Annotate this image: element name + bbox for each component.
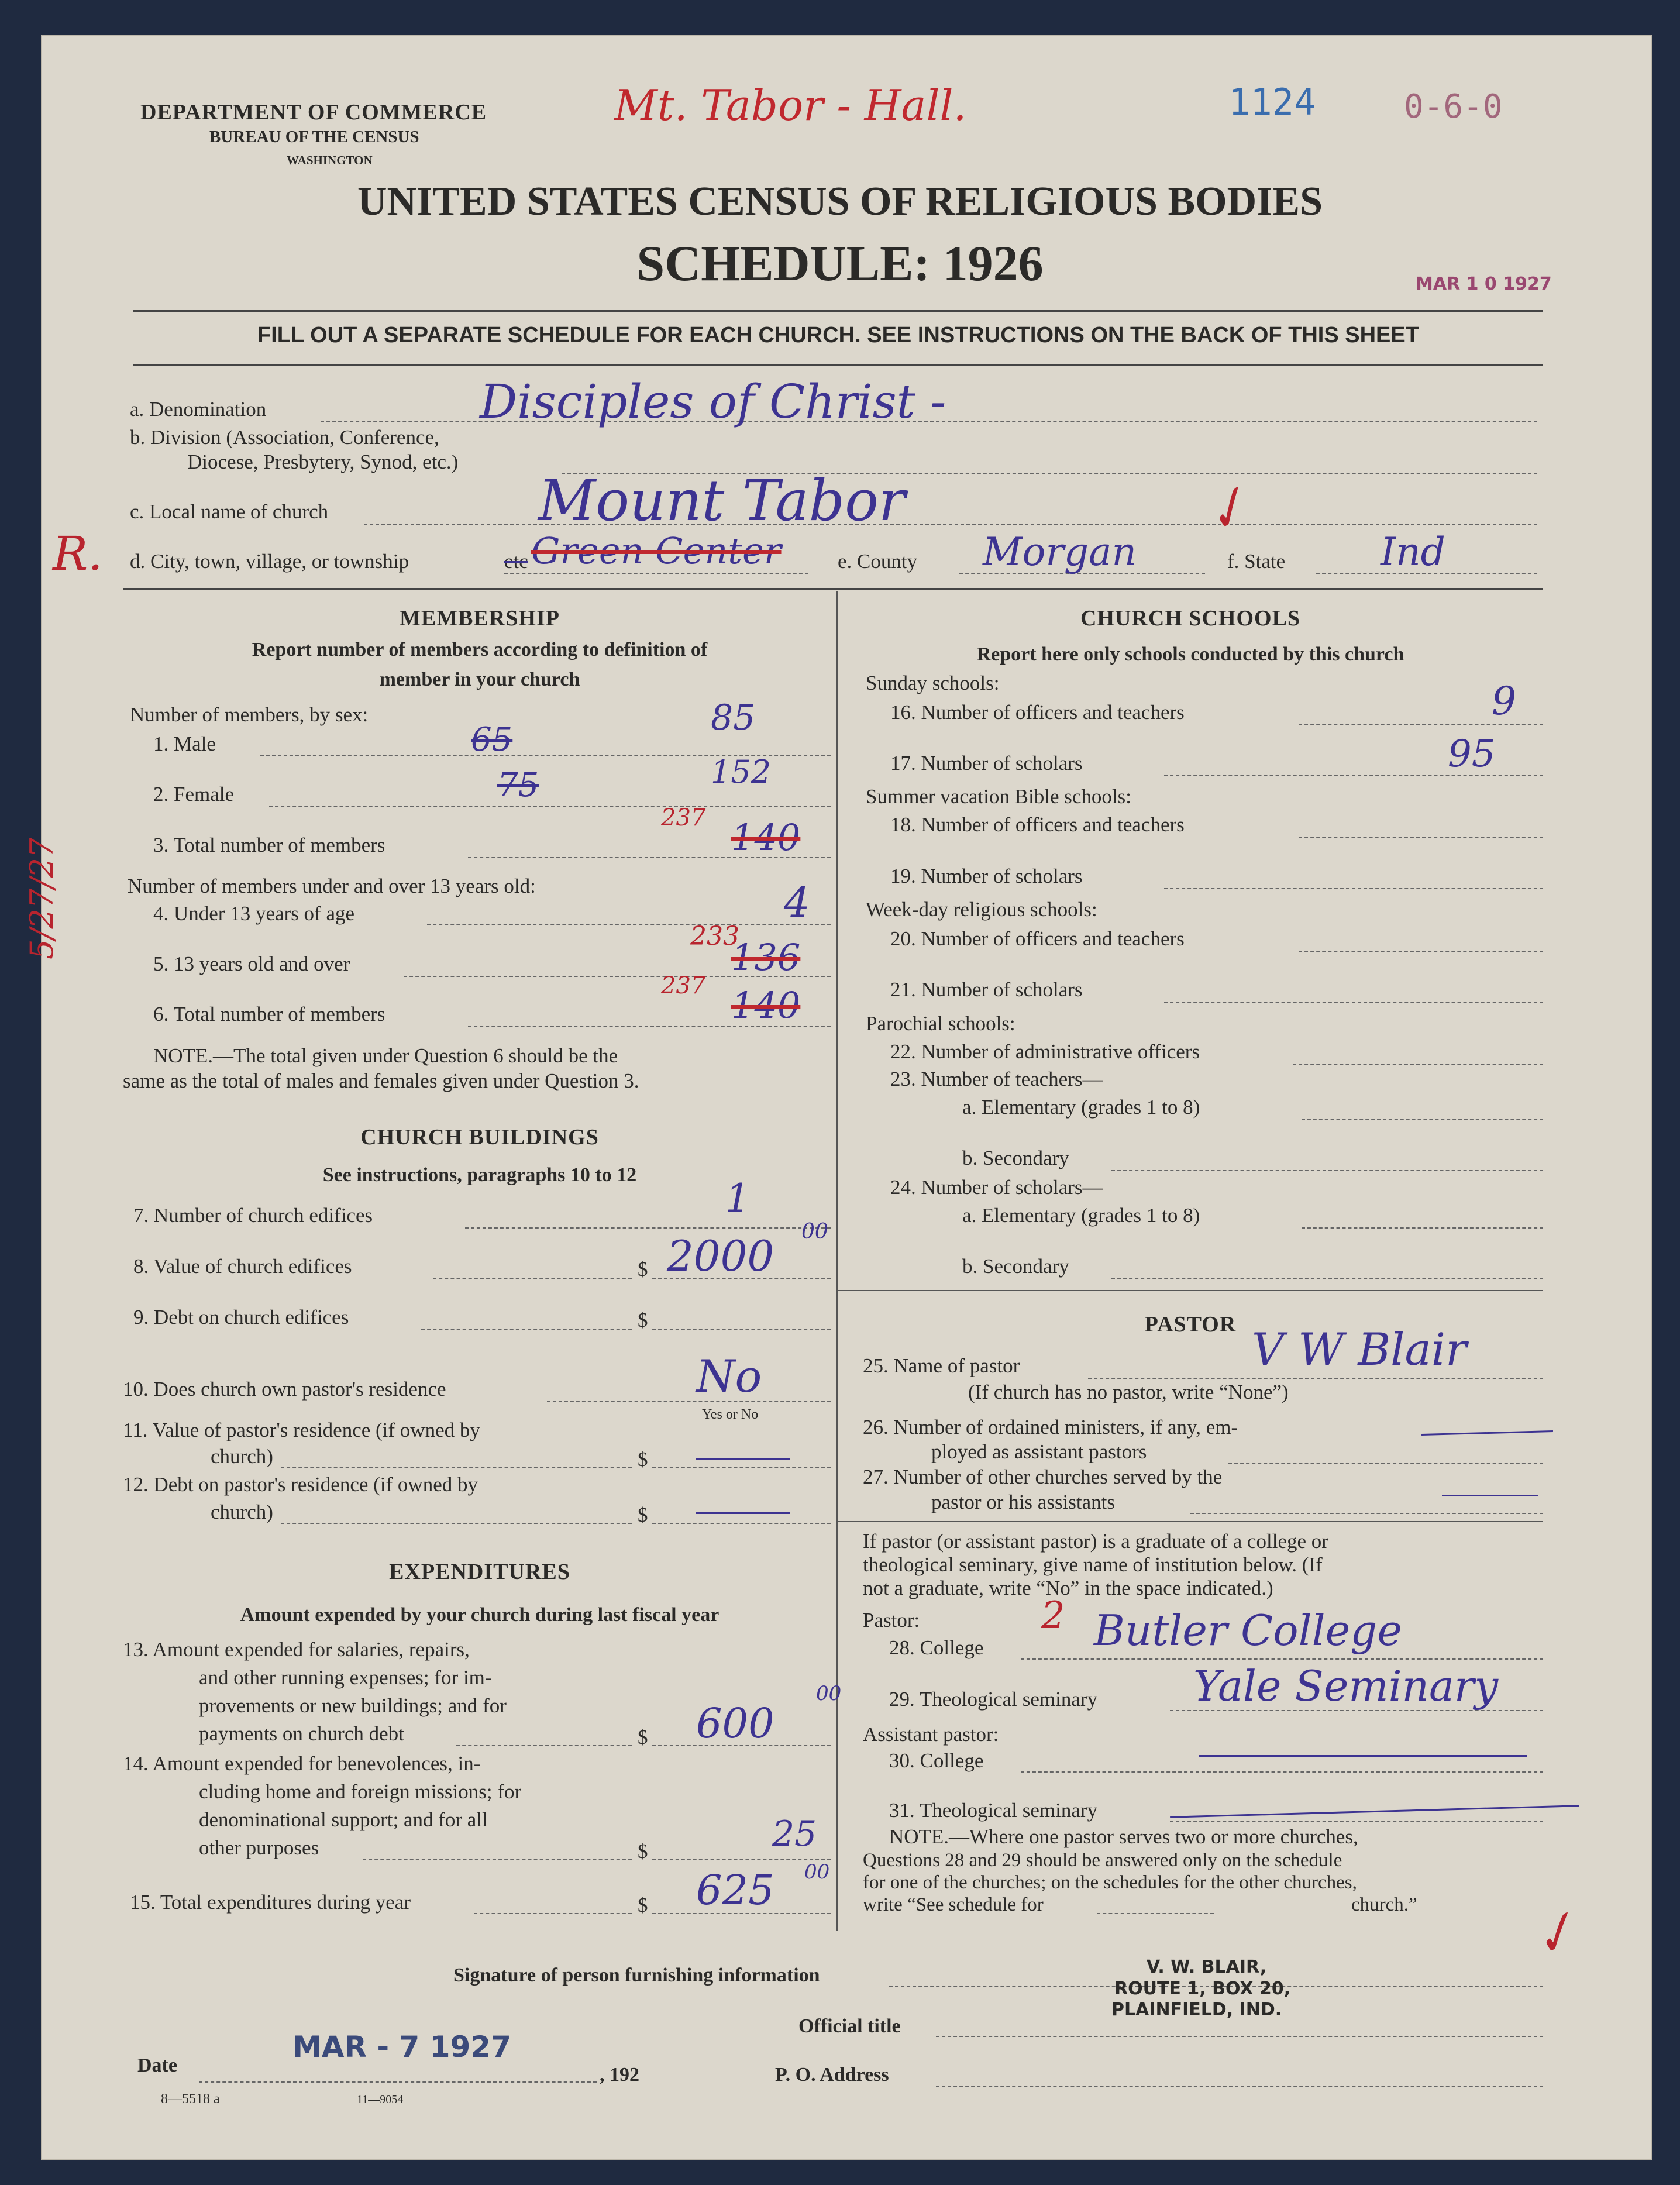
print-number: 11—9054: [357, 2093, 404, 2106]
parochial-schools-label: Parochial schools:: [866, 1012, 1015, 1035]
edifices-count-value[interactable]: 1: [725, 1176, 750, 1221]
female-old-value: 75: [497, 766, 539, 804]
residence-value-dash: [696, 1458, 790, 1460]
running-expenses-dollar: $: [638, 1726, 648, 1749]
expenditures-subtitle: Amount expended by your church during last fiscal year: [240, 1604, 719, 1626]
total-expenditures-cents: 00: [804, 1860, 830, 1884]
membership-intro-1: Report number of members according to definition of: [252, 639, 708, 660]
assistant-pastor-subheading: Assistant pastor:: [863, 1723, 999, 1746]
residence-debt-dollar: $: [638, 1503, 648, 1526]
own-residence-label: 10. Does church own pastor's residence: [123, 1378, 446, 1401]
received-date-stamp: MAR 1 0 1927: [1416, 274, 1552, 294]
schools-title: CHURCH SCHOOLS: [1080, 606, 1301, 631]
assistant-seminary-label: 31. Theological seminary: [889, 1799, 1098, 1822]
female-label: 2. Female: [153, 783, 235, 806]
admin-officers-label: 22. Number of administrative officers: [890, 1040, 1200, 1063]
buildings-title: CHURCH BUILDINGS: [360, 1125, 599, 1150]
city-prefix: etc: [504, 550, 528, 573]
assistant-college-dash: [1199, 1755, 1527, 1757]
edifices-value-dollar: $: [638, 1258, 648, 1281]
summer-scholars-label: 19. Number of scholars: [890, 865, 1083, 887]
sunday-scholars-label: 17. Number of scholars: [890, 752, 1083, 775]
residence-value-label-cont: church): [211, 1445, 273, 1468]
female-value[interactable]: 152: [711, 753, 772, 790]
benevolences-dollar: $: [638, 1840, 648, 1863]
weekday-schools-label: Week-day religious schools:: [866, 898, 1097, 921]
department-label: DEPARTMENT OF COMMERCE: [140, 100, 487, 125]
signature-stamp-line-3: PLAINFIELD, IND.: [1111, 2000, 1282, 2020]
male-old-value: 65: [471, 721, 513, 759]
county-value[interactable]: Morgan: [983, 529, 1137, 574]
running-expenses-label-2: and other running expenses; for im-: [199, 1666, 492, 1689]
red-checkmark-2: ✓: [1521, 1897, 1588, 1973]
graduate-instructions-1: If pastor (or assistant pastor) is a graduate of a college or: [863, 1530, 1328, 1553]
seminary-label: 29. Theological seminary: [889, 1688, 1098, 1711]
over-13-label: 5. 13 years old and over: [153, 952, 350, 975]
under-13-label: 4. Under 13 years of age: [153, 902, 355, 925]
pastor-note-3: for one of the churches; on the schedules for the other churches,: [863, 1872, 1357, 1893]
pastor-note-4: write “See schedule for: [863, 1894, 1044, 1915]
seminary-value[interactable]: Yale Seminary: [1193, 1661, 1499, 1711]
scholars-label: 24. Number of scholars—: [890, 1176, 1103, 1199]
schedule-number: 1124: [1228, 81, 1316, 123]
benevolences-label-2: cluding home and foreign missions; for: [199, 1780, 522, 1803]
over-13-new-value: 233: [690, 921, 739, 951]
classification-code: 0-6-0: [1404, 88, 1503, 126]
sunday-scholars-value[interactable]: 95: [1448, 732, 1496, 776]
running-expenses-label-1: 13. Amount expended for salaries, repairs,: [123, 1638, 470, 1661]
membership-note-2: same as the total of males and females given under Question 3.: [123, 1069, 639, 1092]
total-members-2-label: 6. Total number of members: [153, 1003, 385, 1026]
total-members-value[interactable]: 140: [731, 816, 801, 859]
total-expenditures-value[interactable]: 625: [696, 1866, 774, 1914]
graduate-instructions-2: theological seminary, give name of institution below. (If: [863, 1553, 1323, 1576]
date-label: Date: [137, 2055, 177, 2076]
po-address-label: P. O. Address: [775, 2064, 889, 2086]
city-value[interactable]: Green Center: [531, 529, 782, 572]
membership-intro-2: member in your church: [379, 669, 580, 690]
weekday-scholars-label: 21. Number of scholars: [890, 978, 1083, 1001]
membership-note-1: NOTE.—The total given under Question 6 should be the: [153, 1044, 618, 1067]
scholars-secondary-label: b. Secondary: [962, 1255, 1069, 1278]
local-name-label: c. Local name of church: [130, 500, 329, 523]
division-label-cont: Diocese, Presbytery, Synod, etc.): [187, 450, 459, 473]
residence-value-label: 11. Value of pastor's residence (if owned by: [123, 1419, 480, 1441]
pastor-note-2: Questions 28 and 29 should be answered only on the schedule: [863, 1850, 1342, 1871]
denomination-value[interactable]: Disciples of Christ -: [480, 374, 946, 429]
total-members-new-value: 237: [661, 804, 706, 831]
residence-debt-label: 12. Debt on pastor's residence (if owned by: [123, 1473, 478, 1496]
form-title: UNITED STATES CENSUS OF RELIGIOUS BODIES: [357, 179, 1323, 224]
other-churches-label: 27. Number of other churches served by the: [863, 1465, 1223, 1488]
schools-intro: Report here only schools conducted by this church: [976, 644, 1404, 665]
denomination-label: a. Denomination: [130, 398, 267, 421]
form-schedule-year: SCHEDULE: 1926: [636, 235, 1044, 291]
summer-schools-label: Summer vacation Bible schools:: [866, 785, 1131, 808]
edifices-debt-dollar: $: [638, 1309, 648, 1331]
signature-stamp-line-1: V. W. BLAIR,: [1147, 1957, 1267, 1977]
benevolences-label-3: denominational support; and for all: [199, 1808, 488, 1831]
date-stamp[interactable]: MAR - 7 1927: [292, 2030, 511, 2064]
local-name-value[interactable]: Mount Tabor: [538, 468, 906, 534]
yes-no-hint: Yes or No: [702, 1407, 759, 1422]
running-expenses-label-3: provements or new buildings; and for: [199, 1694, 507, 1717]
weekday-officers-label: 20. Number of officers and teachers: [890, 927, 1185, 950]
pastor-note-4-end: church.”: [1351, 1894, 1417, 1915]
state-label: f. State: [1227, 550, 1286, 573]
assistant-college-label: 30. College: [889, 1749, 984, 1772]
graduate-instructions-3: not a graduate, write “No” in the space indicated.): [863, 1577, 1273, 1599]
total-expenditures-dollar: $: [638, 1894, 648, 1916]
teachers-label: 23. Number of teachers—: [890, 1068, 1103, 1090]
scholars-elementary-label: a. Elementary (grades 1 to 8): [962, 1204, 1200, 1227]
bureau-label: BUREAU OF THE CENSUS: [209, 128, 419, 146]
year-label: , 192: [600, 2064, 639, 2086]
signature-stamp-line-2: ROUTE 1, BOX 20,: [1114, 1978, 1291, 1999]
washington-label: WASHINGTON: [287, 153, 373, 167]
edifices-value[interactable]: 2000: [667, 1231, 774, 1281]
buildings-subtitle: See instructions, paragraphs 10 to 12: [322, 1164, 637, 1186]
college-label: 28. College: [889, 1636, 984, 1659]
fill-out-instruction: FILL OUT A SEPARATE SCHEDULE FOR EACH CHURCH. SEE INSTRUCTIONS ON THE BACK OF THIS SHEET: [257, 323, 1419, 347]
state-value[interactable]: Ind: [1381, 529, 1445, 574]
other-churches-dash: [1442, 1495, 1538, 1496]
over-13-value[interactable]: 136: [731, 936, 801, 979]
red-checkmark: ✓: [1192, 473, 1262, 548]
margin-r-mark: R.: [53, 527, 103, 581]
male-label: 1. Male: [153, 732, 216, 755]
edifices-value-cents: 00: [801, 1220, 828, 1244]
pastor-name-note: (If church has no pastor, write “None”): [968, 1381, 1289, 1403]
members-by-sex-label: Number of members, by sex:: [130, 703, 369, 726]
pastor-subheading: Pastor:: [863, 1609, 920, 1632]
edifices-value-label: 8. Value of church edifices: [133, 1255, 352, 1278]
total-expenditures-label: 15. Total expenditures during year: [130, 1891, 411, 1914]
sunday-schools-label: Sunday schools:: [866, 672, 1000, 694]
teachers-secondary-label: b. Secondary: [962, 1147, 1069, 1169]
pastor-name-label: 25. Name of pastor: [863, 1354, 1020, 1377]
teachers-elementary-label: a. Elementary (grades 1 to 8): [962, 1096, 1200, 1119]
total-members-2-value[interactable]: 140: [731, 984, 801, 1027]
running-expenses-label-4: payments on church debt: [199, 1722, 404, 1745]
ordained-ministers-label: 26. Number of ordained ministers, if any, em-: [863, 1416, 1238, 1439]
signature-label: Signature of person furnishing information: [453, 1964, 820, 1986]
membership-title: MEMBERSHIP: [400, 606, 560, 631]
own-residence-value[interactable]: No: [696, 1350, 762, 1402]
members-by-age-label: Number of members under and over 13 years old:: [128, 875, 536, 897]
other-churches-label-cont: pastor or his assistants: [931, 1491, 1116, 1513]
official-title-label: Official title: [798, 2015, 901, 2037]
running-expenses-cents: 00: [816, 1682, 842, 1705]
pastor-name-value[interactable]: V W Blair: [1252, 1323, 1467, 1375]
city-label: d. City, town, village, or township: [130, 550, 409, 573]
summer-officers-label: 18. Number of officers and teachers: [890, 813, 1185, 836]
male-value[interactable]: 85: [711, 697, 756, 738]
residence-debt-dash: [696, 1512, 790, 1514]
total-members-2-new-value: 237: [661, 972, 706, 999]
benevolences-label-1: 14. Amount expended for benevolences, in-: [123, 1752, 481, 1775]
benevolences-value[interactable]: 25: [772, 1814, 817, 1854]
college-value[interactable]: Butler College: [1094, 1606, 1402, 1655]
sunday-officers-value[interactable]: 9: [1492, 679, 1516, 724]
handwritten-church-name: Mt. Tabor - Hall.: [614, 81, 967, 130]
running-expenses-value[interactable]: 600: [696, 1699, 774, 1747]
edifices-debt-label: 9. Debt on church edifices: [133, 1306, 349, 1329]
residence-debt-label-cont: church): [211, 1501, 273, 1523]
under-13-value[interactable]: 4: [784, 879, 810, 927]
pastor-note-1: NOTE.—Where one pastor serves two or more churches,: [889, 1825, 1358, 1848]
ordained-ministers-label-cont: ployed as assistant pastors: [931, 1440, 1147, 1463]
county-label: e. County: [838, 550, 918, 573]
benevolences-label-4: other purposes: [199, 1836, 319, 1859]
pastor-title: PASTOR: [1144, 1312, 1237, 1337]
sunday-officers-label: 16. Number of officers and teachers: [890, 701, 1185, 724]
total-members-label: 3. Total number of members: [153, 834, 385, 856]
division-label: b. Division (Association, Conference,: [130, 426, 439, 449]
college-red-mark: 2: [1041, 1594, 1065, 1637]
residence-value-dollar: $: [638, 1448, 648, 1471]
form-number: 8—5518 a: [161, 2091, 220, 2107]
expenditures-title: EXPENDITURES: [389, 1560, 570, 1584]
edifices-count-label: 7. Number of church edifices: [133, 1204, 373, 1227]
margin-date: 5/27/27: [23, 837, 60, 959]
